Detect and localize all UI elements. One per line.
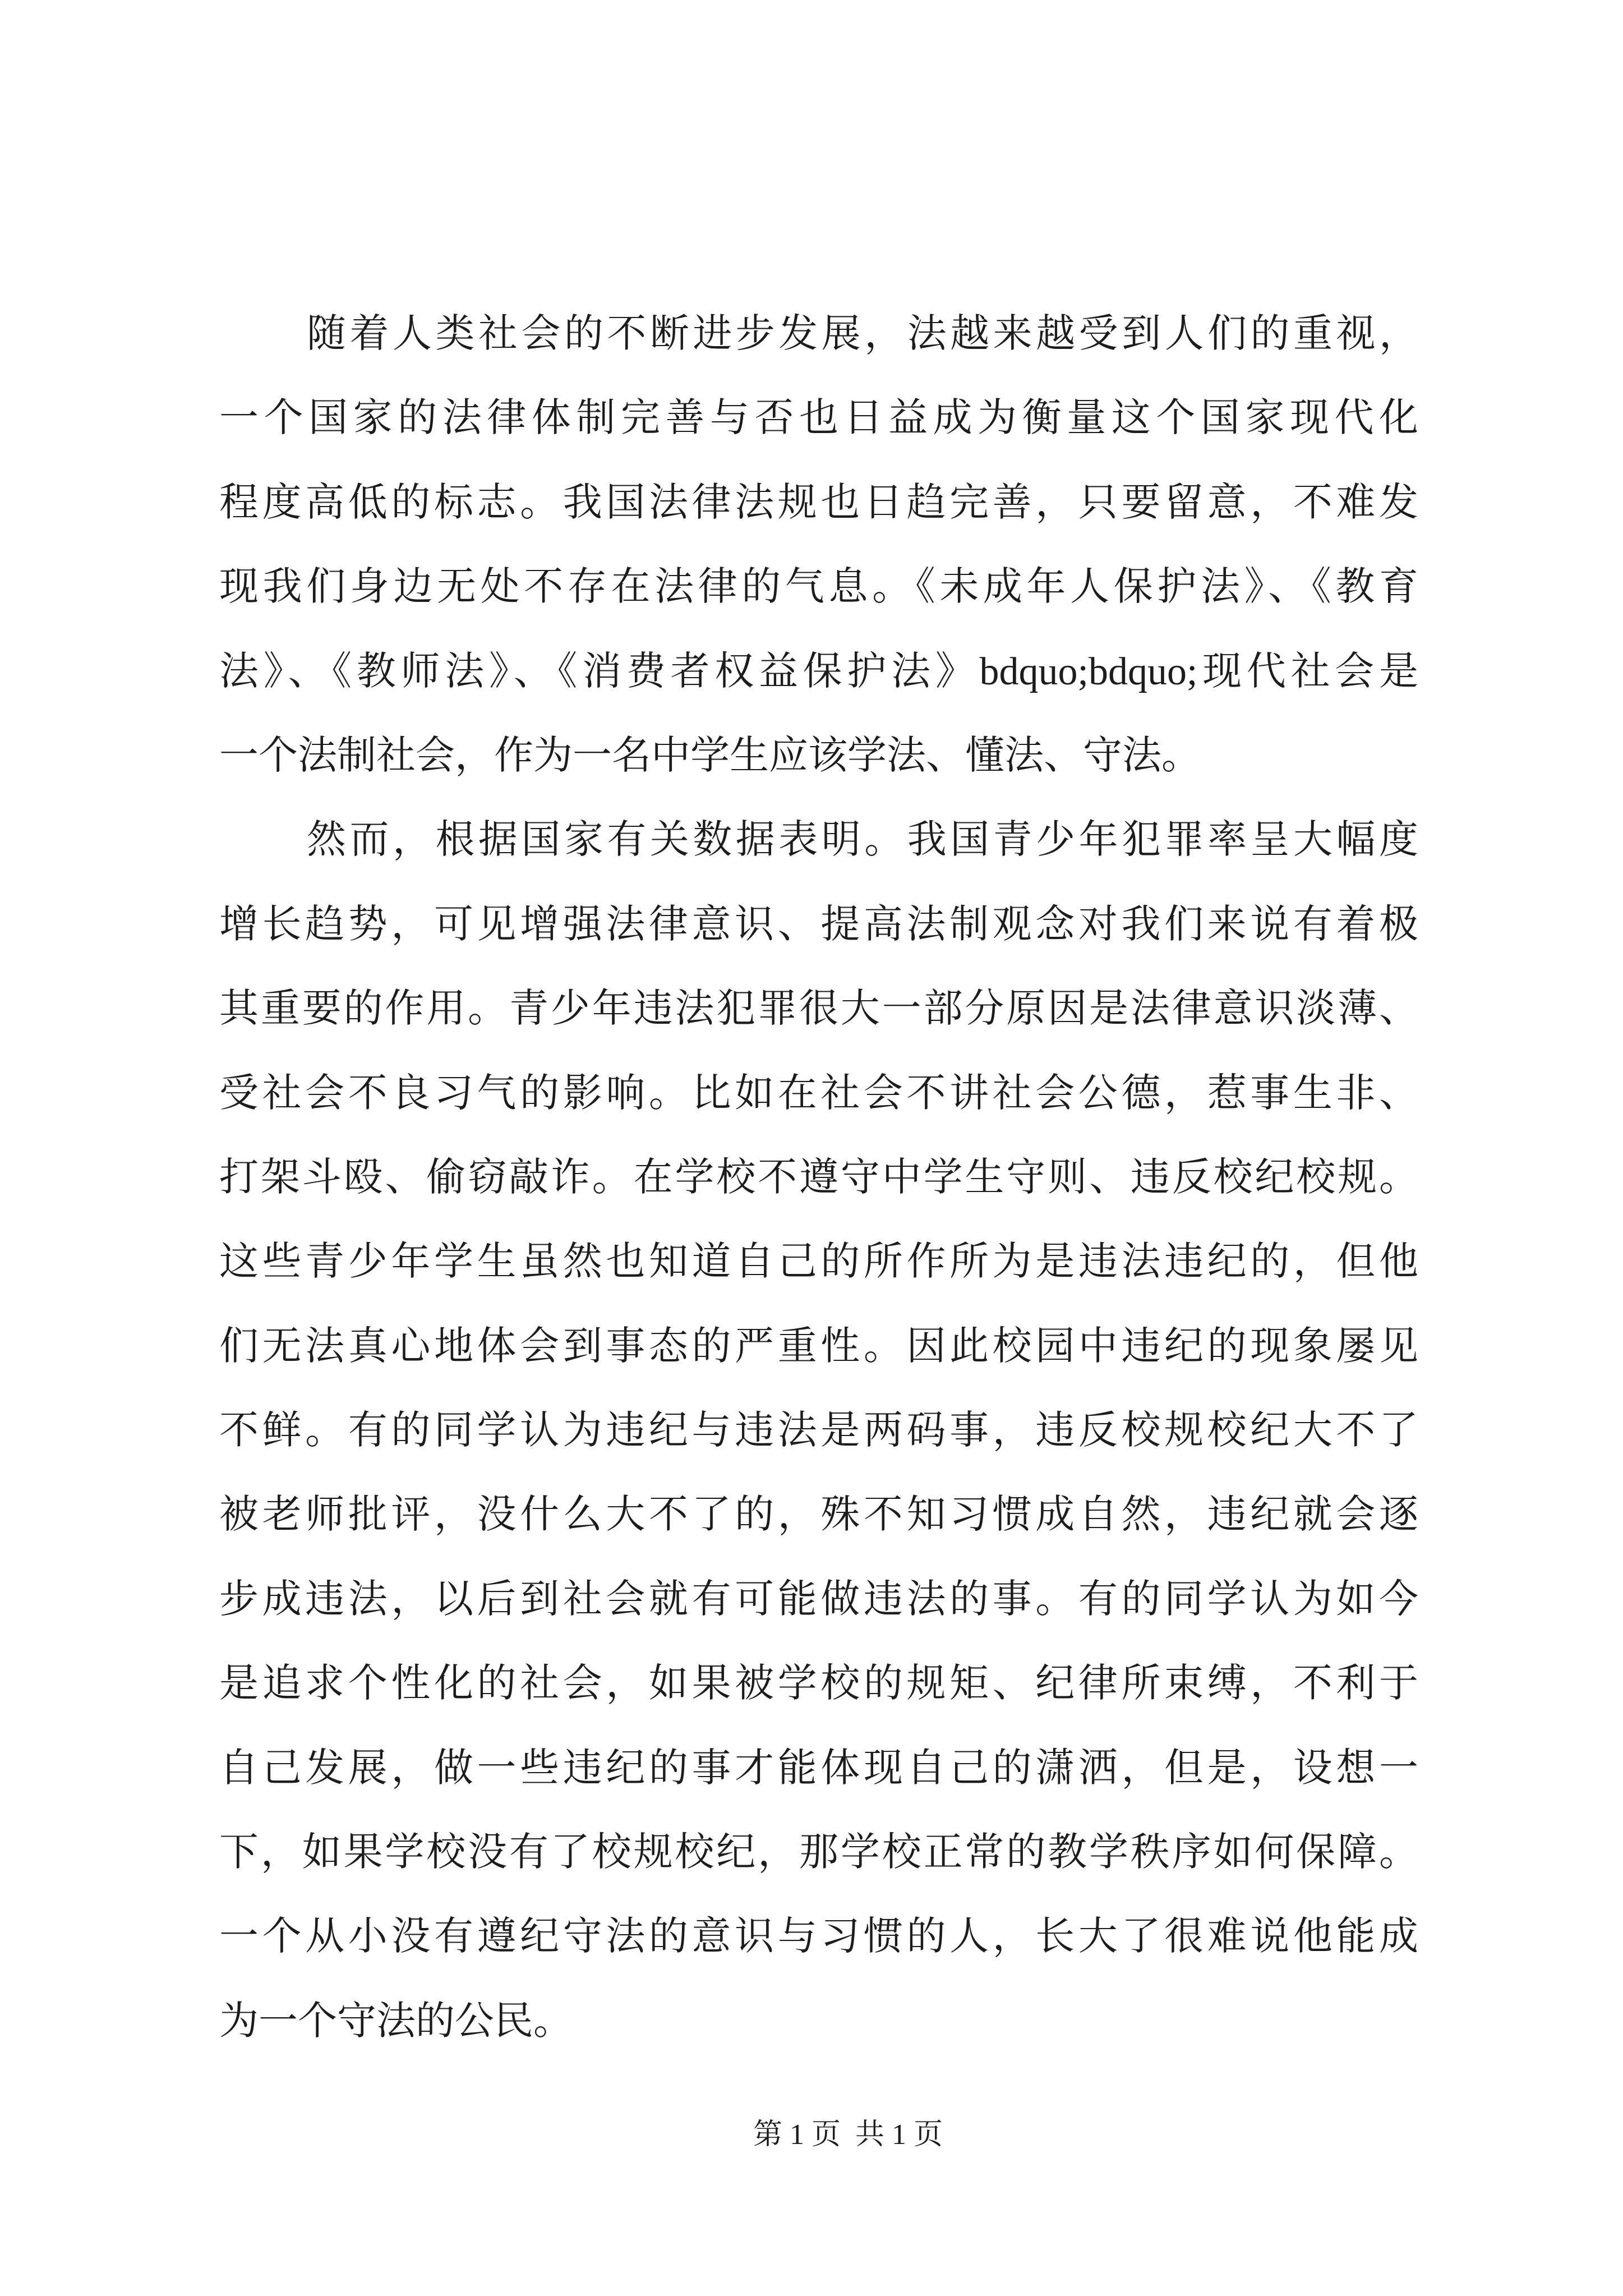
page-footer: 第 1 页 共 1 页 bbox=[753, 2119, 943, 2151]
text-line: 不鲜。有的同学认为违纪与违法是两码事，违反校规校纪大不了 bbox=[219, 1409, 1418, 1453]
text-line: 步成违法，以后到社会就有可能做违法的事。有的同学认为如今 bbox=[219, 1577, 1418, 1621]
text-line: 为一个守法的公民。 bbox=[219, 1999, 573, 2043]
text-line: 其重要的作用。青少年违法犯罪很大一部分原因是法律意识淡薄、 bbox=[219, 987, 1418, 1031]
text-line: 增长趋势，可见增强法律意识、提高法制观念对我们来说有着极 bbox=[219, 903, 1418, 946]
text-line: 现我们身边无处不存在法律的气息。《未成年人保护法》、《教育 bbox=[219, 565, 1418, 609]
text-line: 一个法制社会，作为一名中学生应该学法、懂法、守法。 bbox=[219, 734, 1201, 777]
text-line: 然而，根据国家有关数据表明。我国青少年犯罪率呈大幅度 bbox=[307, 818, 1418, 862]
paragraph-2 bbox=[219, 798, 1418, 2064]
text-line: 是追求个性化的社会，如果被学校的规矩、纪律所束缚，不利于 bbox=[219, 1662, 1418, 1706]
text-line: 一个国家的法律体制完善与否也日益成为衡量这个国家现代化 bbox=[219, 397, 1418, 440]
text-line: 程度高低的标志。我国法律法规也日趋完善，只要留意，不难发 bbox=[219, 481, 1418, 524]
text-line: 随着人类社会的不断进步发展，法越来越受到人们的重视， bbox=[307, 312, 1418, 356]
document-body bbox=[219, 292, 1418, 2064]
text-line: 自己发展，做一些违纪的事才能体现自己的潇洒，但是，设想一 bbox=[219, 1746, 1418, 1790]
text-line: 受社会不良习气的影响。比如在社会不讲社会公德，惹事生非、 bbox=[219, 1071, 1418, 1115]
text-line: 打架斗殴、偷窃敲诈。在学校不遵守中学生守则、违反校纪校规。 bbox=[219, 1156, 1418, 1199]
paragraph-1 bbox=[219, 292, 1418, 798]
text-line: 下，如果学校没有了校规校纪，那学校正常的教学秩序如何保障。 bbox=[219, 1831, 1418, 1875]
text-line: 这些青少年学生虽然也知道自己的所作所为是违法违纪的，但他 bbox=[219, 1240, 1418, 1284]
text-line: 们无法真心地体会到事态的严重性。因此校园中违纪的现象屡见 bbox=[219, 1324, 1418, 1368]
text-line: 法》、《教师法》、《消费者权益保护法》bdquo;bdquo;现代社会是 bbox=[219, 650, 1418, 693]
text-line: 被老师批评，没什么大不了的，殊不知习惯成自然，违纪就会逐 bbox=[219, 1493, 1418, 1537]
text-line: 一个从小没有遵纪守法的意识与习惯的人，长大了很难说他能成 bbox=[219, 1915, 1418, 1959]
